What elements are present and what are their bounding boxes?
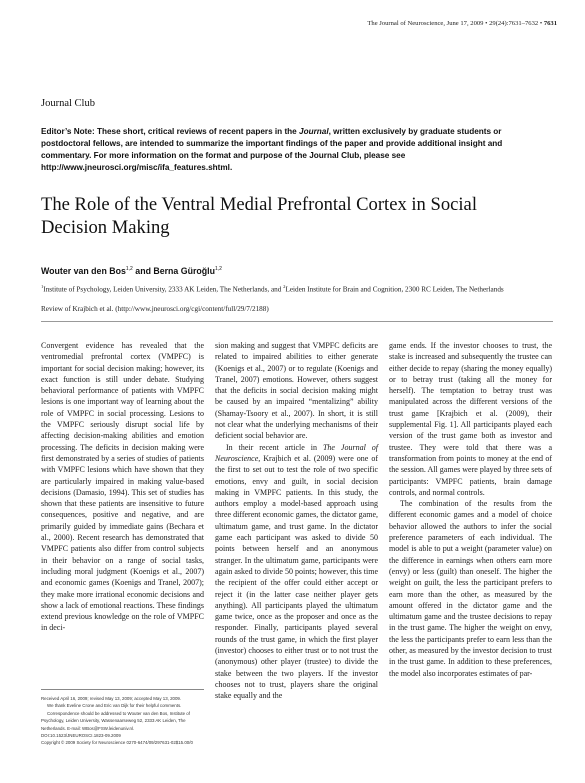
author-affiliation-marker: 1,2: [214, 266, 222, 273]
review-of-citation: Review of Krajbich et al. (http://www.jneurosci.org/cgi/content/full/29/7/2188): [41, 305, 269, 313]
affiliations: [41, 281, 541, 296]
received-dates: Received April 16, 2009; revised May 13, 2009; accepted May 13, 2009.: [41, 696, 182, 701]
separator-bullet: •: [485, 20, 488, 27]
affiliation-marker: 2: [283, 284, 286, 289]
body-paragraph: Convergent evidence has revealed that the ventromedial prefrontal cortex (VMPFC) is important for social decision making; however, its exact function is still under debate. Studying behavioral performance of patients with VMPFC lesions is one important way of learning about the role of VMPFC in social processing. Lesions to the VMPFC seriously disrupt social life by affecting decision-making abilities and emotion processing. The deficits in decision making were first demonstrated by a series of studies of patients with VMPFC lesions which have shown that they are particularly impaired in making value-based decisions (Damasio, 1994). This set of studies has shown that these patients are insensitive to future consequences, positive and negative, and are primarily guided by immediate gains (Bechara et al., 2000). Recent research has demonstrated that VMPFC patients also differ from control subjects in their behavior on a range of social tasks, including moral judgment (Koenigs et al., 2007) and economic games (Koenigs and Tranel, 2007); they make more irrational economic decisions and show a lack of emotional reactions. These findings extend previous knowledge on the role of VMPFC in deci-: [41, 341, 204, 633]
journal-name: The Journal of Neuroscience: [215, 442, 379, 463]
author-name: Berna Güroğlu: [153, 266, 215, 276]
author-affiliation-marker: 1,2: [125, 266, 133, 273]
editors-note-lead: Editor’s Note:: [41, 127, 95, 136]
editors-note: [41, 126, 553, 174]
author-name: Wouter van den Bos: [41, 266, 126, 276]
affiliation-text: Institute of Psychology, Leiden University, 2333 AK Leiden, The Netherlands, and: [43, 285, 282, 294]
article-footnote: [41, 689, 204, 747]
page-number: 7631: [543, 20, 557, 27]
acknowledgment: We thank Eveline Crone and Eric van Dijk for their helpful comments.: [47, 703, 182, 709]
body-paragraph: sion making and suggest that VMPFC deficits are related to impaired abilities to either generate (Koenigs et al., 2007) or to regulate (Koenigs and Tranel, 2007) emotions. However, others suggest that the deficits in social decision making might be caused by an impaired “mentalizing” ability (Shamay-Tsoory et al., 2007). In short, it is still not clear what the underlying mechanisms of their deficient social behavior are.: [215, 341, 378, 441]
journal-citation: The Journal of Neuroscience, June 17, 2009: [367, 20, 484, 27]
header-rule: [41, 321, 553, 322]
affiliation-marker: 1: [41, 284, 44, 289]
article-title: The Role of the Ventral Medial Prefrontal Cortex in Social Decision Making: [41, 194, 477, 238]
body-paragraph: [215, 442, 378, 702]
body-text: In their recent article in: [226, 442, 317, 452]
body-paragraph: The combination of the results from the different economic games and a model of choice behavior allowed the authors to infer the social preference parameters of each individual. The model is able to put a weight (parameter value) on the difference in earnings when others earn more (envy) or less (guilt) than oneself. The higher the weight on guilt, the less the participant prefers to earn more than the other, as measured by the amount offered in the dictator game and the ultimatum game and the trustee decisions to repay in the trust game. The higher the weight on envy, the less the participants prefer to earn less than the other, as measured by the investor decision to trust in the trust game. In addition to these preferences, the model also incorporates estimates of par-: [389, 499, 552, 678]
authors: [41, 266, 222, 276]
editors-note-journal: Journal: [299, 127, 329, 136]
volume-pages: 29(24):7631–7632: [489, 20, 539, 27]
body-paragraph: game ends. If the investor chooses to trust, the stake is increased and subsequently the trustee can either decide to repay (sharing the money equally) or to betray trust (taking all the money for herself). The temptation to betray trust was manipulated across the different versions of the trust game [Krajbich et al. (2009), their supplemental Fig. 1]. All participants played each version of the trust game both as investor and trustee. They were told that there was a transformation from points to money at the end of the session. All games were played by three sets of participants: VMPFC patients, brain damage controls, and normal controls.: [389, 341, 552, 497]
doi: DOI:10.1523/JNEUROSCI.1823-09.2009: [41, 733, 121, 739]
affiliation-text: Leiden Institute for Brain and Cognition, 2300 RC Leiden, The Netherlands: [285, 285, 504, 294]
body-column-2: [215, 340, 378, 702]
body-text: , Krajbich et al. (2009) were one of the first to set out to test the role of two specific emotions, envy and guilt, in social decision making in VMPFC patients. In this study, the authors employ a model-based approach using three different economic games, the dictator game, ultimatum game, and trust game. In the dictator game each participant was asked to divide 50 points between herself and an anonymous stranger. In the ultimatum game, participants were again asked to divide 50 points; however, this time the recipient of the offer could either accept or reject it (in the latter case neither player gets anything). All participants played the ultimatum game twice, once as the proposer and once as the responder. Finally, participants played several rounds of the trust game, in which the first player (investor) chooses to either trust or to not trust the (anonymous) other player (trustee) to divide the stake between the two players. If the investor chooses not to trust, players share the original stake equally and the: [215, 453, 378, 701]
editors-note-text: These short, critical reviews of recent papers in the: [96, 127, 297, 136]
editors-note-text: , written exclusively by graduate students or postdoctoral fellows, are intended to summarize the important findings of the paper and provide additional insight and commentary. For more information on the format and purpose of the Journal Club, please see http://www.jneurosci.org/misc/ifa_features.shtml.: [41, 127, 503, 172]
separator-bullet: •: [539, 20, 543, 27]
body-column-3: [389, 340, 552, 679]
authors-conjunction: and: [135, 266, 151, 276]
running-head: [367, 20, 557, 27]
section-label: Journal Club: [41, 98, 95, 109]
copyright: Copyright © 2009 Society for Neuroscience 0270-6474/09/297631-02$15.00/0: [41, 740, 193, 746]
correspondence: Correspondence should be addressed to Wouter van den Bos, Institute of Psychology, Leiden University, Wassenaarseweg 52, 2333 AK Leiden, The Netherlands. E-mail: WBos@FSW.leidenuniv.nl.: [41, 710, 190, 731]
body-column-1: [41, 340, 204, 634]
